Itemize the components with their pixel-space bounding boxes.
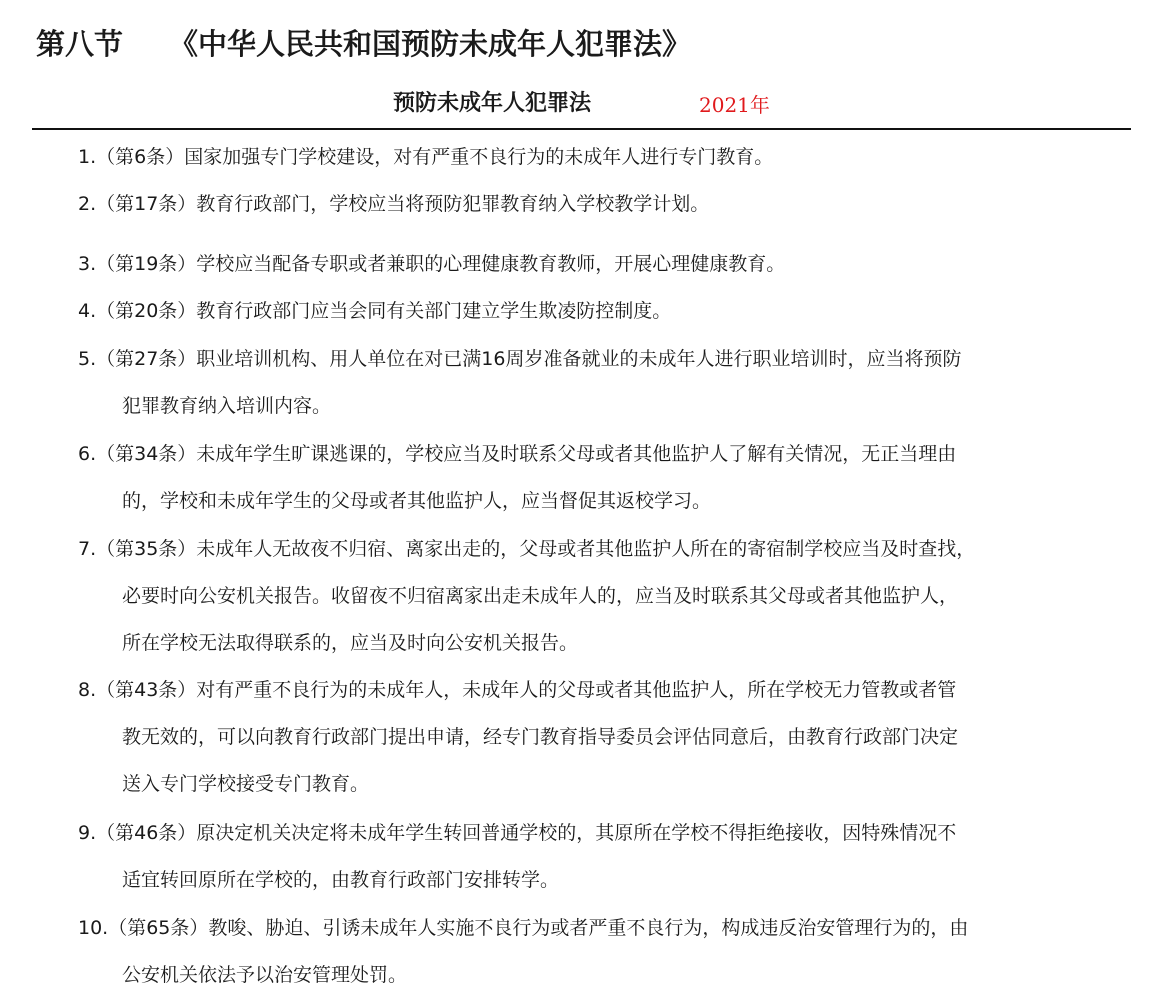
article-item xyxy=(78,288,1130,335)
article-item xyxy=(78,667,1130,808)
article-line: 必要时向公安机关报告。收留夜不归宿离家出走未成年人的，应当及时联系其父母或者其他监护人， xyxy=(122,585,959,607)
article-line: 9.（第46条）原决定机关决定将未成年学生转回普通学校的，其原所在学校不得拒绝接收，因特殊情况不 xyxy=(78,822,957,844)
article-line: 的，学校和未成年学生的父母或者其他监护人，应当督促其返校学习。 xyxy=(122,490,712,512)
article-item xyxy=(78,241,1130,288)
article-item xyxy=(78,181,1130,228)
law-full-name: 《中华人民共和国预防未成年人犯罪法》 xyxy=(169,27,692,61)
article-item xyxy=(78,810,1130,904)
article-line: 公安机关依法予以治安管理处罚。 xyxy=(122,964,408,986)
article-line: 犯罪教育纳入培训内容。 xyxy=(122,395,332,417)
article-line: 2.（第17条）教育行政部门，学校应当将预防犯罪教育纳入学校教学计划。 xyxy=(78,193,710,215)
article-line: 1.（第6条）国家加强专门学校建设，对有严重不良行为的未成年人进行专门教育。 xyxy=(78,146,774,168)
article-item xyxy=(78,134,1130,181)
law-title: 预防未成年人犯罪法 xyxy=(393,91,592,116)
article-item xyxy=(78,336,1130,430)
article-item xyxy=(78,905,1130,999)
article-line: 所在学校无法取得联系的，应当及时向公安机关报告。 xyxy=(122,632,579,654)
article-line: 7.（第35条）未成年人无故夜不归宿、离家出走的，父母或者其他监护人所在的寄宿制学校应当及时查找， xyxy=(78,538,976,560)
article-item xyxy=(78,431,1130,525)
article-line: 5.（第27条）职业培训机构、用人单位在对已满16周岁准备就业的未成年人进行职业培训时，应当将预防 xyxy=(78,348,962,370)
law-year: 2021年 xyxy=(699,93,770,117)
section-label: 第八节 xyxy=(36,27,124,61)
article-line: 4.（第20条）教育行政部门应当会同有关部门建立学生欺凌防控制度。 xyxy=(78,300,672,322)
article-item xyxy=(78,526,1130,667)
article-line: 适宜转回原所在学校的，由教育行政部门安排转学。 xyxy=(122,869,560,891)
article-line: 教无效的，可以向教育行政部门提出申请，经专门教育指导委员会评估同意后，由教育行政部门决定 xyxy=(122,726,959,748)
article-line: 6.（第34条）未成年学生旷课逃课的，学校应当及时联系父母或者其他监护人了解有关情况，无正当理由 xyxy=(78,443,957,465)
article-line: 送入专门学校接受专门教育。 xyxy=(122,773,370,795)
article-line: 8.（第43条）对有严重不良行为的未成年人，未成年人的父母或者其他监护人，所在学校无力管教或者管 xyxy=(78,679,957,701)
article-line: 10.（第65条）教唆、胁迫、引诱未成年人实施不良行为或者严重不良行为，构成违反治安管理行为的，由 xyxy=(78,917,969,939)
article-line: 3.（第19条）学校应当配备专职或者兼职的心理健康教育教师，开展心理健康教育。 xyxy=(78,253,786,275)
